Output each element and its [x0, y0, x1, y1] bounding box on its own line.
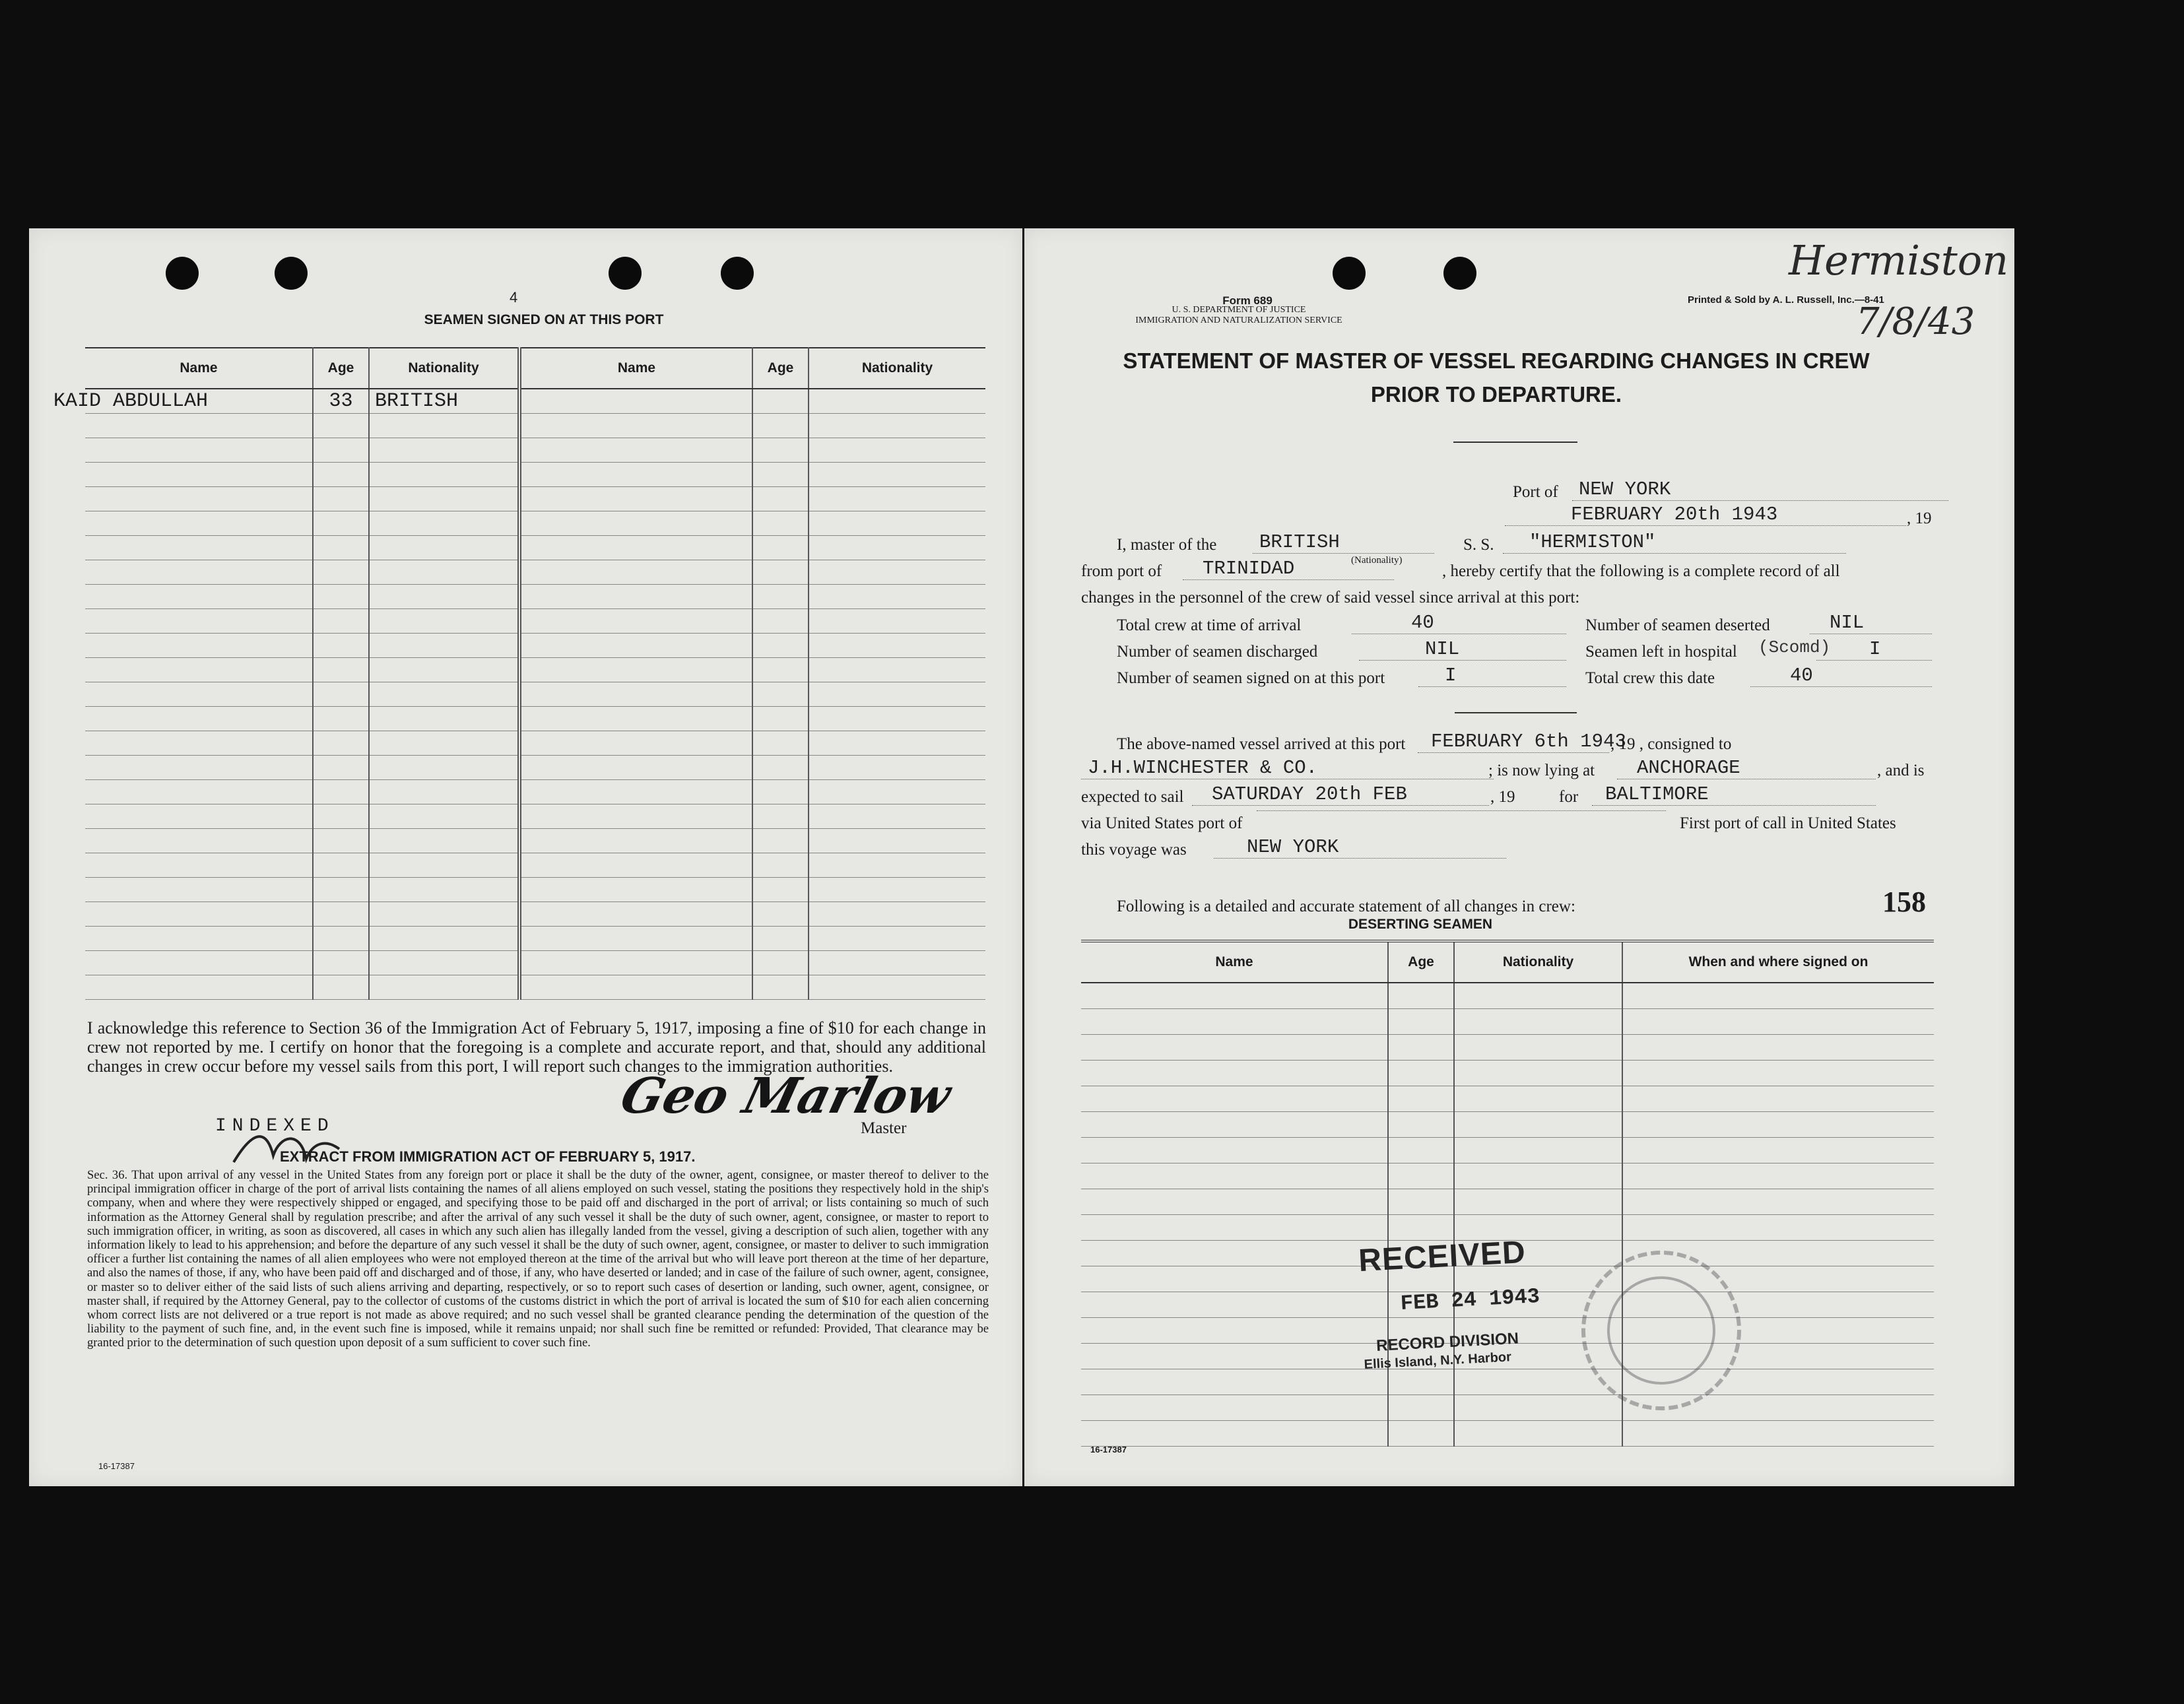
first-port-field: NEW YORK	[1214, 837, 1506, 859]
seaman-nationality: BRITISH	[369, 389, 519, 414]
received-date: FEB 24 1943	[1399, 1284, 1540, 1316]
total-crew-arrival-label: Total crew at time of arrival	[1117, 616, 1302, 634]
table-row	[85, 634, 985, 658]
received-title: RECEIVED	[1358, 1234, 1527, 1279]
hospital-label: Seamen left in hospital	[1585, 643, 1737, 661]
extract-text: Sec. 36. That upon arrival of any vessel in the United States from any foreign port or place it shall be the duty of the owner, agent, consignee, or master thereof to deliver to the principal immigration officer in charge of the port of arrival lists containing the names of all aliens employed on such vessel, stating the positions they respectively hold in the ship's company, when and where they were respectively shipped or engaged, and specifying those to be paid off and discharged in the port of arrival; or lists containing so much of such information as the Attorney General shall by regulation prescribe; and after the arrival of any such vessel it shall be the duty of such owner, agent, consignee, or master to report to such immigration officer, in writing, as soon as discovered, all cases in which any such alien has illegally landed from the vessel, giving a description of such alien, together with any information likely to lead to his apprehension; and before the departure of any such vessel it shall be the duty of such owner, agent, consignee, or master to deliver to such immigration officer a further list containing the names of all alien employees who were not employed thereon at the time of the arrival but who will leave port thereon at the time of her departure, and also the names of those, if any, who have been paid off and discharged and of those, if any, who have deserted or landed; and in case of the failure of such owner, agent, consignee, or master so to deliver either of the said lists of such aliens arriving and departing, respectively, or so to report such cases of desertion or landing, such owner, agent, consignee, or master shall, if required by the Attorney General, pay to the collector of customs of the customs district in which the port of arrival is located the sum of $10 for each alien concerning whom correct lists are not delivered or a true report is not made as above required; and no such vessel shall be granted clearance pending the determination of the question of the liability to the payment of such fine, and, in the event such fine is imposed, while it remains unpaid; nor shall such fine be remitted or refunded: Provided, That clearance may be granted prior to the determination of such question upon deposit of a sum sufficient to cover such fine.	[87, 1168, 989, 1350]
table-row	[85, 707, 985, 731]
extract-title: EXTRACT FROM IMMIGRATION ACT OF FEBRUARY 5, 1917.	[280, 1148, 696, 1165]
consignee-field: J.H.WINCHESTER & CO.	[1081, 758, 1494, 779]
via-field	[1257, 810, 1666, 811]
agency-header	[1077, 305, 1401, 326]
table-row	[1081, 1138, 1934, 1163]
master-label: Master	[861, 1119, 907, 1137]
signed-on-field: I	[1418, 665, 1566, 687]
changes-text: changes in the personnel of the crew of said vessel since arrival at this port:	[1081, 589, 1580, 606]
acknowledgement-text: I acknowledge this reference to Section 36 of the Immigration Act of February 5, 1917, imposing a fine of $10 for each change in crew not reported by me. I certify on honor that the foregoing is a complete and accurate report, and that, should any additional changes in crew occur before my vessel sails from this port, I will report such changes to the immigration authorities.	[87, 1018, 986, 1076]
table-row	[85, 463, 985, 487]
deserting-seamen-table	[1081, 940, 1934, 1447]
hospital-extra: (Scomd)	[1758, 638, 1831, 657]
footer-code: 16-17387	[1090, 1445, 1127, 1455]
arrived-field: FEBRUARY 6th 1943	[1418, 731, 1609, 753]
left-page	[29, 228, 1022, 1486]
table-row	[1081, 1189, 1934, 1215]
printer-credit: Printed & Sold by A. L. Russell, Inc.—8-41	[1688, 294, 1884, 306]
table-row	[1081, 1421, 1934, 1447]
received-location: Ellis Island, N.Y. Harbor	[1364, 1350, 1512, 1372]
destination-field: BALTIMORE	[1592, 784, 1876, 806]
discharged-label: Number of seamen discharged	[1117, 643, 1318, 661]
nationality-caption: (Nationality)	[1351, 555, 1403, 566]
consigned-label: , 19 , consigned to	[1610, 735, 1732, 753]
table-row	[85, 756, 985, 780]
table-row	[85, 853, 985, 878]
punch-hole	[275, 257, 308, 290]
punch-hole	[721, 257, 754, 290]
punch-hole	[609, 257, 642, 290]
table-row	[85, 389, 985, 414]
nationality-field: BRITISH	[1253, 532, 1434, 554]
handwritten-annotation	[1783, 222, 2009, 354]
table-row	[85, 731, 985, 756]
lying-at-field: ANCHORAGE	[1617, 758, 1876, 779]
year-label: , 19	[1490, 788, 1515, 806]
table-row	[85, 878, 985, 902]
seaman-name: KAID ABDULLAH	[85, 389, 313, 414]
received-stamp	[1358, 1233, 1543, 1373]
table-row	[85, 438, 985, 463]
table-header-row	[85, 348, 985, 389]
col-header-nationality: Nationality	[809, 348, 985, 389]
table-row	[85, 902, 985, 927]
table-row	[85, 951, 985, 975]
seamen-signed-on-heading: SEAMEN SIGNED ON AT THIS PORT	[424, 312, 664, 327]
col-header-nationality: Nationality	[369, 348, 519, 389]
table-row	[85, 804, 985, 829]
form-title-line-1: STATEMENT OF MASTER OF VESSEL REGARDING CHANGES IN CREW	[1123, 348, 1870, 373]
table-row	[85, 585, 985, 609]
deserted-label: Number of seamen deserted	[1585, 616, 1770, 634]
from-port-label: from port of	[1081, 562, 1162, 580]
col-header-name: Name	[519, 348, 752, 389]
title-rule	[1453, 442, 1577, 443]
signed-on-label: Number of seamen signed on at this port	[1117, 669, 1385, 687]
table-row	[1081, 1163, 1934, 1189]
table-row	[1081, 1369, 1934, 1395]
table-row	[85, 536, 985, 560]
agency-line-2: IMMIGRATION AND NATURALIZATION SERVICE	[1135, 315, 1342, 325]
arrived-label: The above-named vessel arrived at this port	[1117, 735, 1406, 753]
right-page	[1024, 228, 2014, 1486]
table-row	[85, 487, 985, 511]
table-row	[85, 511, 985, 536]
table-row	[1081, 1035, 1934, 1061]
seamen-signed-on-table	[53, 347, 985, 1000]
certify-text: , hereby certify that the following is a complete record of all	[1442, 562, 1840, 580]
col-header-age: Age	[752, 348, 809, 389]
col-header-nationality: Nationality	[1454, 941, 1622, 983]
indexed-stamp: INDEXED	[215, 1116, 335, 1136]
first-port-label: First port of call in United States	[1680, 814, 1896, 832]
deserted-field: NIL	[1810, 612, 1932, 634]
deserting-heading: DESERTING SEAMEN	[1348, 917, 1493, 932]
following-text: Following is a detailed and accurate statement of all changes in crew:	[1117, 898, 1575, 915]
total-crew-date-label: Total crew this date	[1585, 669, 1715, 687]
table-row	[85, 658, 985, 682]
total-crew-arrival-field: 40	[1352, 612, 1566, 634]
table-row	[85, 975, 985, 1000]
seaman-age: 33	[313, 389, 369, 414]
ss-label: S. S.	[1463, 536, 1494, 554]
punch-hole	[1443, 257, 1476, 290]
table-row	[1081, 1112, 1934, 1138]
agency-line-1: U. S. DEPARTMENT OF JUSTICE	[1172, 305, 1306, 315]
footer-code: 16-17387	[98, 1461, 135, 1471]
col-header-name: Name	[1081, 941, 1388, 983]
col-header-age: Age	[313, 348, 369, 389]
vessel-field: "HERMISTON"	[1503, 532, 1846, 554]
lying-label: ; is now lying at	[1488, 762, 1595, 779]
master-signature	[610, 1061, 957, 1134]
this-voyage-label: this voyage was	[1081, 841, 1187, 859]
page-number: 4	[510, 289, 518, 306]
form-title-line-2: PRIOR TO DEPARTURE.	[1370, 382, 1622, 407]
discharged-field: NIL	[1359, 639, 1566, 661]
table-row	[1081, 983, 1934, 1009]
table-row	[85, 780, 985, 804]
via-label: via United States port of	[1081, 814, 1243, 832]
stamp-number: 158	[1882, 886, 1926, 918]
col-header-when-where: When and where signed on	[1622, 941, 1934, 983]
svg-text:Hermiston: Hermiston	[1789, 236, 2009, 284]
port-label: Port of	[1513, 483, 1558, 501]
punch-hole	[166, 257, 199, 290]
table-row	[1081, 1061, 1934, 1086]
hospital-field: I	[1816, 639, 1932, 661]
date-field: FEBRUARY 20th 1943	[1505, 504, 1906, 526]
table-row	[1081, 1395, 1934, 1421]
circular-seal	[1575, 1245, 1747, 1416]
total-crew-date-field: 40	[1750, 665, 1932, 687]
table-row	[85, 682, 985, 707]
expected-sail-field: SATURDAY 20th FEB	[1192, 784, 1489, 806]
col-header-name: Name	[85, 348, 313, 389]
punch-hole	[1333, 257, 1366, 290]
table-row	[85, 829, 985, 853]
section-rule	[1455, 712, 1577, 713]
from-port-field: TRINIDAD	[1183, 558, 1394, 580]
form-number: Form 689	[1222, 294, 1273, 307]
table-row	[85, 927, 985, 951]
col-header-age: Age	[1388, 941, 1454, 983]
year-prefix: , 19	[1907, 509, 1932, 527]
table-row	[85, 560, 985, 585]
form-title	[1064, 344, 1929, 411]
and-is-label: , and is	[1877, 762, 1925, 779]
for-label: for	[1559, 788, 1579, 806]
table-row	[85, 609, 985, 634]
expected-label: expected to sail	[1081, 788, 1184, 806]
table-row	[85, 414, 985, 438]
svg-text:Geo Marlow: Geo Marlow	[615, 1066, 957, 1125]
svg-text:7/8/43: 7/8/43	[1856, 300, 1975, 343]
table-row	[1081, 1009, 1934, 1035]
table-header-row	[1081, 941, 1934, 983]
port-field: NEW YORK	[1572, 479, 1948, 501]
table-row	[1081, 1086, 1934, 1112]
master-of-label: I, master of the	[1117, 536, 1217, 554]
received-division: RECORD DIVISION	[1375, 1329, 1519, 1355]
